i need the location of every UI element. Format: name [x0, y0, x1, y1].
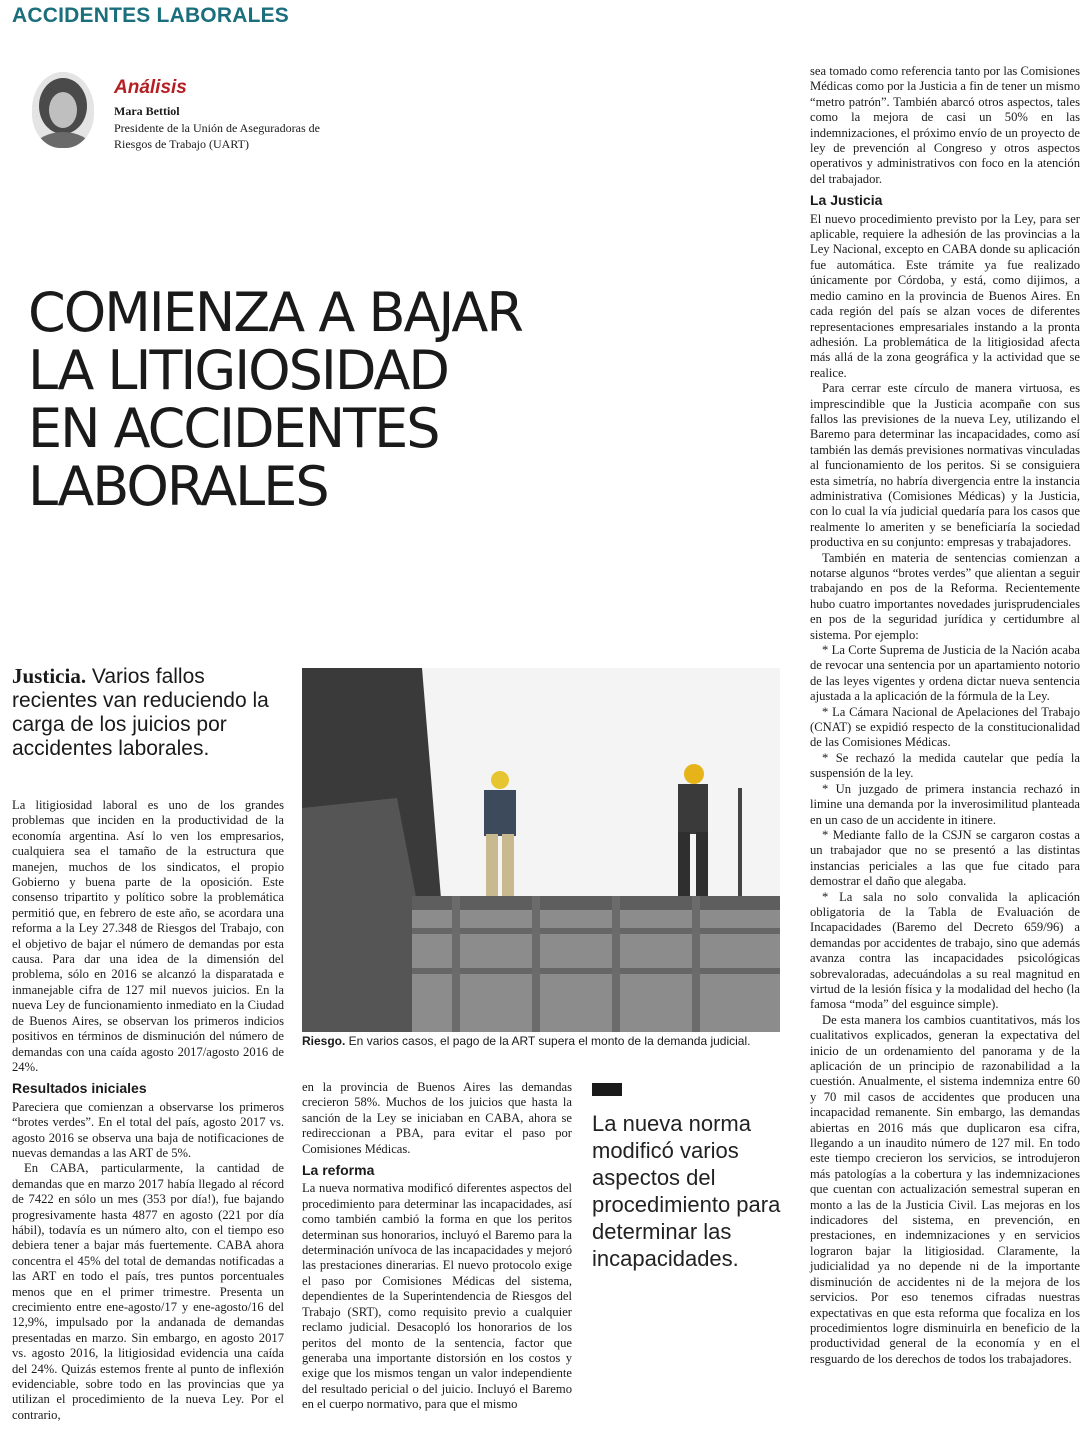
bullet-item: * Se rechazó la medida cautelar que pedía la suspensión de la ley. [810, 750, 1080, 781]
bullet-item: * La sala no solo convalida la aplicación obligatoria de la Tabla de Evaluación de Incapacidades (Baremo del Decreto 659/96) a demandas por accidentes de trabajo, sino que además avanza contra las incapacidades psicológicas sobrevaloradas, adecuándolas a su real magnitud en virtud de la lesión física y la modalidad del hecho (la famosa “moda” del esguince simple). [810, 889, 1080, 1012]
article-column-1 [12, 798, 284, 1423]
analysis-kicker: Análisis [114, 77, 187, 98]
author-portrait [32, 72, 94, 148]
subhead: Resultados iniciales [12, 1080, 147, 1097]
author-role: Presidente de la Unión de Aseguradoras de Riesgos de Trabajo (UART) [114, 121, 320, 151]
section-tag: ACCIDENTES LABORALES [12, 4, 290, 27]
paragraph: El nuevo procedimiento previsto por la Ley, para ser aplicable, requiere la adhesión de las provincias a la Ley Nacional, excepto en CABA donde su aplicación fue automática. Este trámite ya fue realizado únicamente por Córdoba, y está, como dijimos, a medio camino en la provincia de Buenos Aires. En cada región del país se alzan voces de diferentes representaciones empresariales instando a la pronta adhesión. La problemática de la litigiosidad afecta más allá de la zona geográfica y la actividad que se realice. [810, 211, 1080, 380]
bullet-item: * La Corte Suprema de Justicia de la Nación acaba de revocar una sentencia por un apartamiento notorio de las leyes vigentes y ordena dictar nueva sentencia ajustada a la aplicación de la fórmula de la Ley. [810, 643, 1080, 704]
pull-quote: La nueva norma modificó varios aspectos del procedimiento para determinar las incapacidades. [592, 1111, 781, 1271]
headline-line: LABORALES [28, 455, 328, 518]
paragraph: sea tomado como referencia tanto por las Comisiones Médicas como por la Justicia a fin de tener un mismo “metro patrón”. También abarcó otros aspectos, tales como la mejora de casi un 50% en las indemnizaciones, el próximo envío de un proyecto de ley de prevención al Congreso y otros aspectos operativos y administrativos con foco en la atención del trabajador. [810, 64, 1080, 186]
paragraph: Para cerrar este círculo de manera virtuosa, es imprescindible que la Justicia acompañe con sus fallos las previsiones de la nueva Ley, utilizando el Baremo para determinar las incapacidades, como así también las demás previsiones normativas vinculadas al funcionamiento de los peritos. Si se consiguiera esta simetría, no habría divergencia entre la instancia administrativa (Comisiones Médicas) y la Justicia, con lo cual la vía judicial quedaría para los casos que realmente lo ameriten y se beneficiaría la sociedad productiva en su conjunto: empresas y trabajadores. [810, 381, 1080, 550]
subhead: La Justicia [810, 192, 883, 209]
paragraph: en la provincia de Buenos Aires las demandas crecieron 58%. Muchos de los juicios que hasta la sanción de la Ley se iniciaban en CABA, ahora se redireccionan a PBA, para evitar el paso por Comisiones Médicas. [302, 1080, 572, 1156]
author-name: Mara Bettiol [114, 104, 180, 118]
paragraph: La nueva normativa modificó diferentes aspectos del procedimiento para determinar las incapacidades, así como también cambió la forma en que los peritos determinan sus honorarios, incluyó el Baremo para la determinación unívoca de las incapacidades y mejoró las prestaciones dinerarias. El nuevo protocolo exige el paso por Comisiones Médicas del sistema, dependientes de la Superintendencia de Riesgos del Trabajo (SRT), como requisito previo a cualquier reclamo judicial. Desacopló los honorarios de los peritos del monto de la sentencia, factor que generaba una importante distorsión en los costos y exige que los mismos tengan un valor independiente del resultado pericial o del juicio. Incluyó el Baremo en el cuerpo normativo, para que el mismo [302, 1181, 572, 1412]
headline [28, 281, 588, 518]
paragraph: También en materia de sentencias comienzan a notarse algunos “brotes verdes” que alientan a seguir trabajando en pos de la Reforma. Recientemente hubo cuatro importantes novedades jurisprudenciales en pos de la seguridad jurídica y certidumbre al sistema. Por ejemplo: [810, 550, 1080, 642]
bullet-item: * Un juzgado de primera instancia rechazó in limine una demanda por la inverosimilitud planteada en un caso de un accidente in itinere. [810, 781, 1080, 827]
deck-text: Varios fallos recientes van reduciendo la carga de los juicios por accidentes laborales. [12, 665, 269, 760]
paragraph: Pareciera que comienzan a observarse los primeros “brotes verdes”. En el total del país, agosto 2017 vs. agosto 2016 se observa una baja de notificaciones de nuevas demandas a las ART de 5%. [12, 1099, 284, 1160]
headline-line: EN ACCIDENTES [28, 397, 439, 460]
article-column-3 [810, 64, 1080, 1367]
workers-photo-image [302, 668, 780, 1032]
workers-photo [302, 668, 780, 1032]
deck-lead: Justicia. [12, 664, 87, 688]
article-column-2 [302, 1080, 572, 1413]
bullet-item: * La Cámara Nacional de Apelaciones del Trabajo (CNAT) se expidió respecto de la constitucionalidad de las Comisiones Médicas. [810, 704, 1080, 750]
paragraph: En CABA, particularmente, la cantidad de demandas que en marzo 2017 había llegado al récord de 7422 en sólo un mes (353 por día!), fue bajando progresivamente hasta 4877 en agosto (221 por día hábil), todavía es un número alto, con el tiempo eso debiera tener a bajar más fuertemente. CABA ahora concentra el 45% del total de demandas notificadas a las ART en todo el país, tres puntos porcentuales menos que en el primer trimestre. Presenta un crecimiento entre ene-agosto/17 y ene-agosto/16 del 12,9%, impulsado por la andanada de demandas presentadas en marzo. Sin embargo, en agosto 2017 vs. agosto 2016, la litigiosidad evidencia una caída del 24%. Quizás estemos frente al punto de inflexión evidenciable, sobre todo en las provincias que ya utilizan el procedimiento de la nueva Ley. Por el contrario, [12, 1161, 284, 1422]
caption-lead: Riesgo. [302, 1034, 346, 1048]
headline-line: COMIENZA A BAJAR [28, 281, 522, 344]
deck [12, 664, 287, 761]
pull-quote-bar [592, 1083, 622, 1096]
subhead: La reforma [302, 1162, 375, 1179]
paragraph: De esta manera los cambios cuantitativos, más los cualitativos explicados, generan la expectativa del inicio de un ordenamiento del panorama y de la aplicación de un principio de razonabilidad a la cuestión. Anualmente, el sistema indemniza entre 60 y 70 mil casos de accidentes que producen una incapacidad remanente. Sin embargo, las demandas abiertas en 2016 más que duplicaron esa cifra, llegando a un inaudito número de 127 mil. En todo este tiempo crecieron los servicios, se introdujeron más patologías a la cobertura y las indemnizaciones que cuentan con actualización semestral superan en monto a las de la Justicia Civil. Las mejoras en los indicadores del sistema, en prevención, en prestaciones, en indemnizaciones y en servicios lograron bajar la litigiosidad. Claramente, la judicialidad ya no depende ni de la importante disminución de accidentes ni de la mejora de los servicios. Por eso tenemos cifradas nuestras expectativas en que esta reforma que focaliza en los procedimientos logre disminuirla en beneficio de la productividad general de la economía y en el resguardo de los derechos de todos los trabajadores. [810, 1012, 1080, 1366]
photo-caption [302, 1034, 782, 1048]
headline-line: LA LITIGIOSIDAD [28, 339, 448, 402]
bullet-item: * Mediante fallo de la CSJN se cargaron costas a un trabajador que no se presentó a las distintas instancias periciales a las que fue citado para demostrar el daño que alegaba. [810, 827, 1080, 889]
caption-text: En varios casos, el pago de la ART supera el monto de la demanda judicial. [345, 1034, 751, 1048]
paragraph: La litigiosidad laboral es uno de los grandes problemas que inciden en la productividad de la economía argentina. Así lo ven los empresarios, cualquiera sea el tamaño de la estructura que manejen, muchos de los sindicatos, el propio Gobierno y buena parte de la oposición. Este consenso tripartito y político sobre la problemática permitió que, en febrero de este año, se acordara una reforma a la Ley 27.348 de Riesgos del Trabajo, con el objetivo de bajar el número de demandas por esta causa. Para dar una idea de la dimensión del problema, sólo en 2016 se alcanzó la disparatada e inmanejable cifra de 127 mil nuevos juicios. En la nueva Ley de funcionamiento inmediato en la Ciudad de Buenos Aires, se observan los primeros indicios positivos en términos de disminución del número de demandas con una caída agosto 2017/agosto 2016 de 24%. [12, 798, 284, 1074]
author-portrait-image [32, 72, 94, 148]
